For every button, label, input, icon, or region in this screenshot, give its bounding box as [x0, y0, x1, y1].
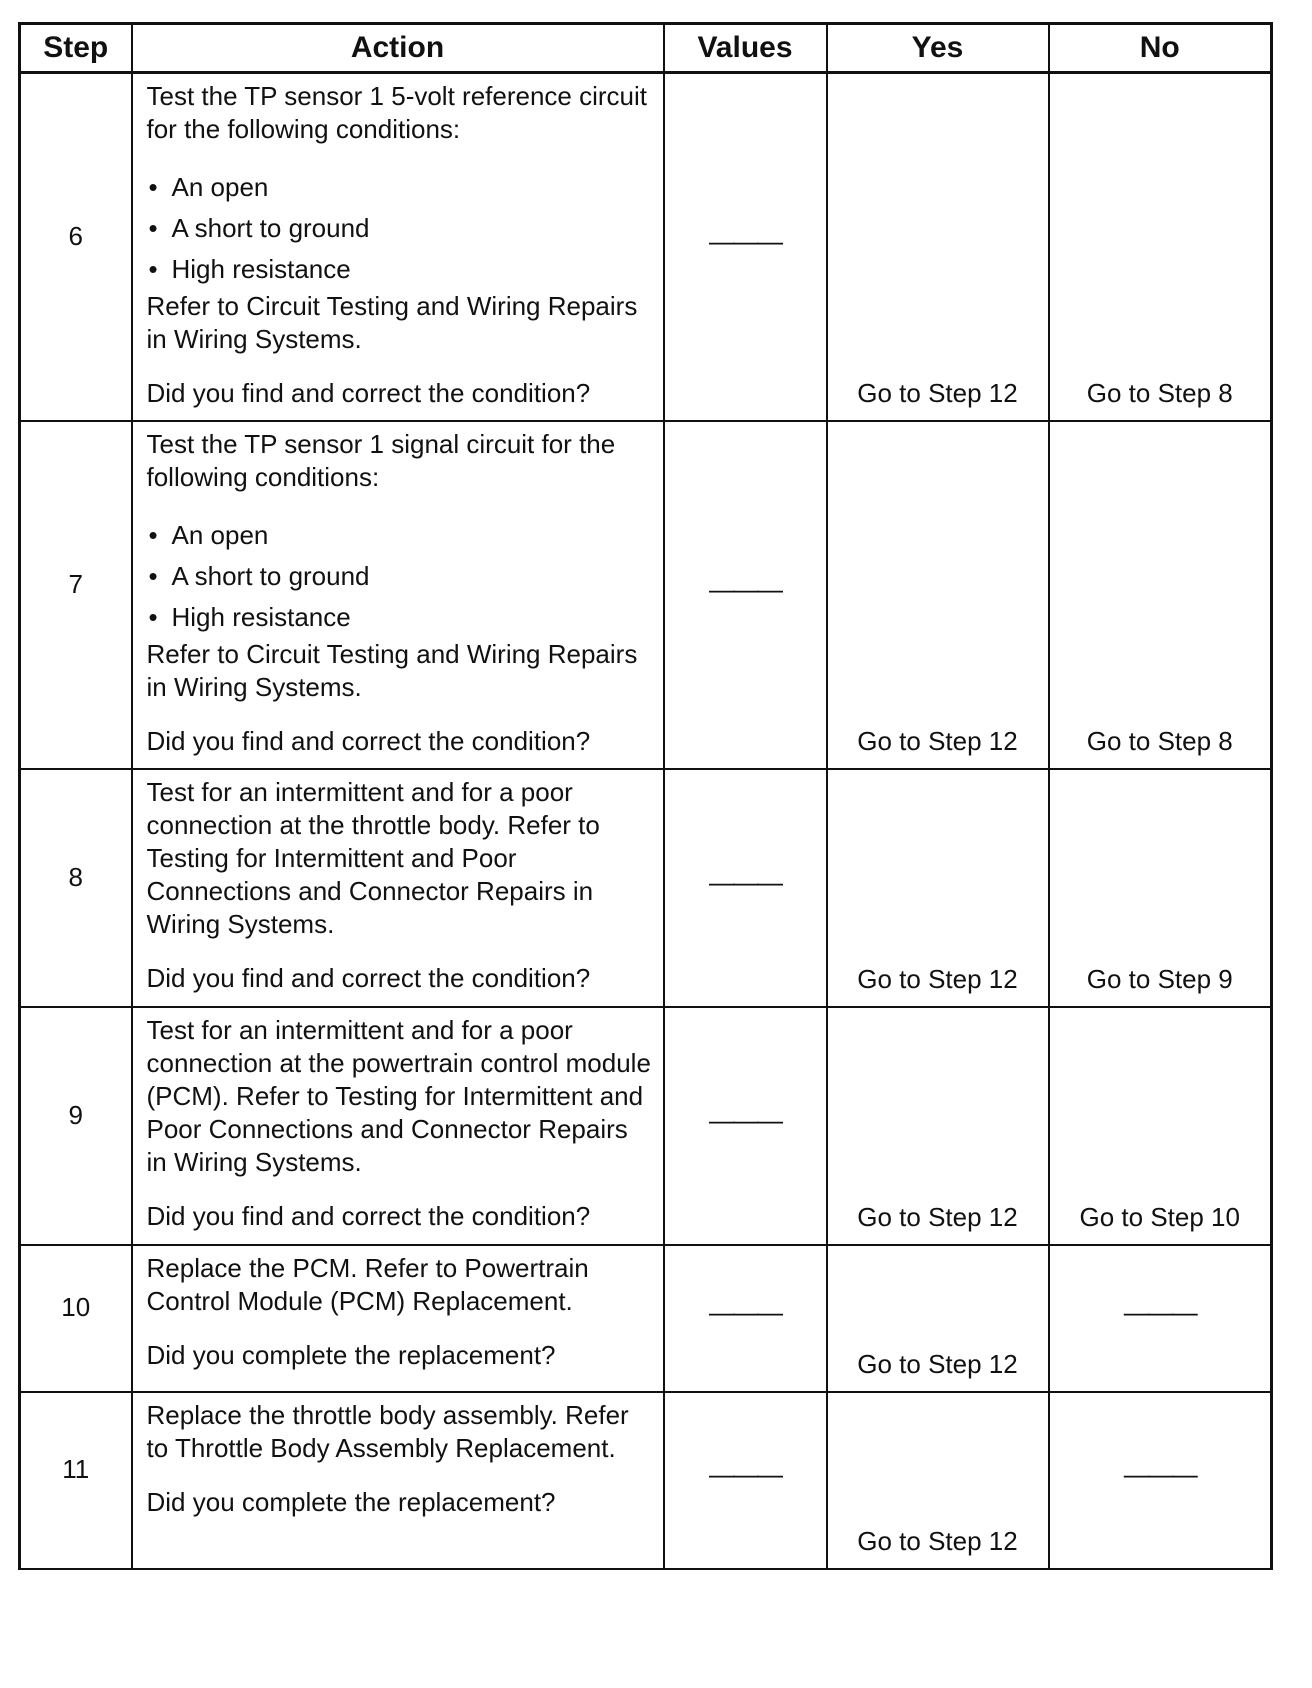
- action-cell: [132, 1392, 664, 1569]
- condition-text: A short to ground: [171, 561, 370, 591]
- header-yes: Yes: [827, 24, 1049, 73]
- condition-text: An open: [171, 172, 269, 202]
- values-cell: [664, 1392, 827, 1569]
- question-text: Did you find and correct the condition?: [146, 726, 591, 756]
- list-item: [147, 208, 653, 249]
- empty-dash: ———: [709, 1297, 781, 1327]
- list-item: [147, 597, 653, 638]
- action-text: Replace the PCM. Refer to Powertrain Control Module (PCM) Replacement.: [146, 1253, 589, 1316]
- bullet-icon: •: [148, 520, 158, 550]
- table-row: [20, 421, 1272, 769]
- no-cell: Go to Step 9: [1049, 769, 1272, 1007]
- action-text: Test the TP sensor 1 signal circuit for the following conditions:: [146, 429, 616, 492]
- empty-dash: ———: [1123, 1459, 1196, 1489]
- empty-dash: ———: [709, 1104, 781, 1135]
- action-text: Test the TP sensor 1 5-volt reference circuit for the following conditions:: [146, 81, 647, 144]
- condition-list: [147, 167, 653, 290]
- step-number: 10: [20, 1245, 132, 1392]
- empty-dash: ———: [1123, 1297, 1196, 1327]
- bullet-icon: •: [148, 172, 158, 202]
- no-cell: [1049, 1392, 1272, 1569]
- step-number: 6: [20, 73, 132, 422]
- values-cell: [664, 1007, 827, 1245]
- action-cell: [132, 1007, 664, 1245]
- yes-cell: Go to Step 12: [827, 769, 1049, 1007]
- yes-cell: Go to Step 12: [827, 73, 1049, 422]
- no-cell: [1049, 1245, 1272, 1392]
- yes-cell: Go to Step 12: [827, 1392, 1049, 1569]
- condition-text: High resistance: [171, 254, 351, 284]
- table-row: [20, 1245, 1272, 1392]
- empty-dash: ———: [709, 1459, 781, 1489]
- bullet-icon: •: [148, 213, 158, 243]
- question-text: Did you find and correct the condition?: [146, 378, 591, 408]
- table-row: [20, 1007, 1272, 1245]
- table-row: [20, 1392, 1272, 1569]
- list-item: [147, 556, 653, 597]
- reference-text: Refer to Circuit Testing and Wiring Repairs in Wiring Systems.: [146, 639, 638, 702]
- step-number: 11: [20, 1392, 132, 1569]
- empty-dash: ———: [709, 866, 781, 897]
- question-text: Did you complete the replacement?: [146, 1487, 556, 1517]
- values-cell: [664, 73, 827, 422]
- action-text: Replace the throttle body assembly. Refer to Throttle Body Assembly Replacement.: [146, 1400, 629, 1463]
- reference-text: Refer to Circuit Testing and Wiring Repairs in Wiring Systems.: [146, 291, 638, 354]
- yes-cell: Go to Step 12: [827, 421, 1049, 769]
- empty-dash: ———: [709, 573, 781, 604]
- action-text: Test for an intermittent and for a poor connection at the powertrain control module (PCM). Refer to Testing for Intermittent and Poor Connections and Connector Repairs in Wiring Systems.: [146, 1015, 651, 1177]
- question-text: Did you find and correct the condition?: [146, 963, 591, 993]
- condition-text: An open: [171, 520, 269, 550]
- condition-text: High resistance: [171, 602, 351, 632]
- action-cell: [132, 421, 664, 769]
- table-row: [20, 769, 1272, 1007]
- header-row: [20, 24, 1272, 73]
- bullet-icon: •: [148, 254, 158, 284]
- list-item: [147, 167, 653, 208]
- header-values: Values: [664, 24, 827, 73]
- list-item: [147, 515, 653, 556]
- yes-cell: Go to Step 12: [827, 1245, 1049, 1392]
- action-cell: [132, 73, 664, 422]
- bullet-icon: •: [148, 602, 158, 632]
- no-cell: Go to Step 8: [1049, 421, 1272, 769]
- no-cell: Go to Step 10: [1049, 1007, 1272, 1245]
- values-cell: [664, 1245, 827, 1392]
- action-cell: [132, 769, 664, 1007]
- action-cell: [132, 1245, 664, 1392]
- step-number: 7: [20, 421, 132, 769]
- header-no: No: [1049, 24, 1272, 73]
- diagnostic-table: [18, 22, 1273, 1570]
- question-text: Did you find and correct the condition?: [146, 1201, 591, 1231]
- condition-text: A short to ground: [171, 213, 370, 243]
- values-cell: [664, 421, 827, 769]
- table-row: [20, 73, 1272, 422]
- condition-list: [147, 515, 653, 638]
- no-cell: Go to Step 8: [1049, 73, 1272, 422]
- empty-dash: ———: [709, 225, 781, 256]
- bullet-icon: •: [148, 561, 158, 591]
- yes-cell: Go to Step 12: [827, 1007, 1049, 1245]
- step-number: 8: [20, 769, 132, 1007]
- header-action: Action: [132, 24, 664, 73]
- values-cell: [664, 769, 827, 1007]
- action-text: Test for an intermittent and for a poor connection at the throttle body. Refer to Testing for Intermittent and Poor Connections and Connector Repairs in Wiring Systems.: [146, 777, 600, 939]
- question-text: Did you complete the replacement?: [146, 1340, 556, 1370]
- header-step: Step: [20, 24, 132, 73]
- step-number: 9: [20, 1007, 132, 1245]
- list-item: [147, 249, 653, 290]
